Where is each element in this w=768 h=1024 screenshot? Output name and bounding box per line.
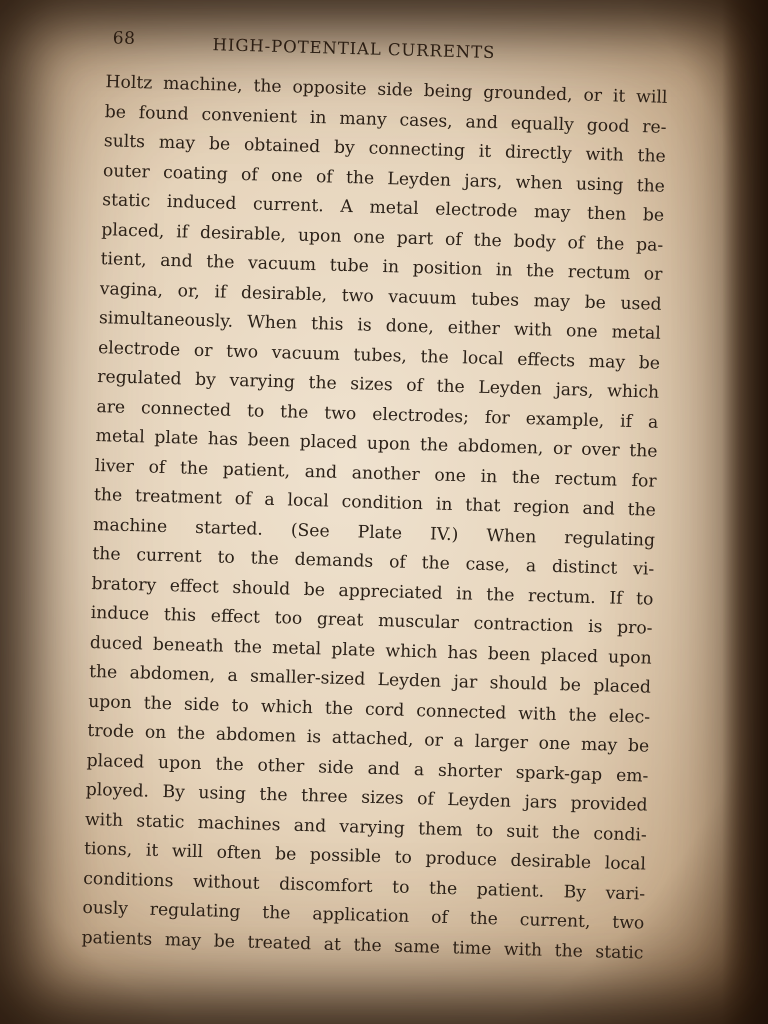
text-line: simultaneously. When this is done, either with one metal: [98, 308, 662, 344]
text-line: patients may be treated at the same time with the static: [81, 927, 644, 964]
text-line: with static machines and varying them to suit the condi-: [84, 809, 648, 846]
text-line: upon the side to which the cord connected with the elec-: [87, 691, 651, 728]
text-line: liver of the patient, and another one in the rectum for: [94, 455, 657, 492]
running-title: HIGH-POTENTIAL CURRENTS: [212, 35, 496, 63]
text-line: conditions without discomfort to the patient. By vari-: [83, 868, 646, 905]
text-line: the abdomen, a smaller-sized Leyden jar should be placed: [88, 661, 652, 698]
text-line: tions, it will often be possible to produce desirable local: [83, 838, 647, 875]
text-line: be found convenient in many cases, and equally good re-: [104, 101, 667, 138]
text-line: the treatment of a local condition in that region and the: [93, 485, 657, 521]
body-text: [81, 68, 667, 968]
page-number: 68: [112, 28, 136, 49]
text-line: tient, and the vacuum tube in position in the rectum or: [100, 249, 663, 285]
text-line: the current to the demands of the case, a distinct vi-: [92, 543, 655, 580]
text-line: vagina, or, if desirable, two vacuum tubes may be used: [99, 278, 662, 315]
text-line: Holtz machine, the opposite side being grounded, or it will: [105, 72, 668, 108]
text-line: machine started. (See Plate IV.) When regulating: [92, 514, 656, 551]
text-line: sults may be obtained by connecting it directly with the: [103, 131, 666, 167]
text-line: induce this effect too great muscular contraction is pro-: [90, 602, 653, 639]
page-header: [112, 28, 673, 74]
text-line: bratory effect should be appreciated in the rectum. If to: [91, 573, 654, 610]
text-line: trode on the abdomen is attached, or a larger one may be: [87, 720, 650, 757]
text-line: ously regulating the application of the current, two: [82, 897, 645, 934]
text-line: electrode or two vacuum tubes, the local effects may be: [97, 337, 661, 374]
text-line: regulated by varying the sizes of the Leyden jars, which: [97, 367, 660, 403]
text-line: duced beneath the metal plate which has been placed upon: [89, 632, 652, 669]
text-line: are connected to the two electrodes; for example, if a: [96, 396, 659, 433]
text-line: outer coating of one of the Leyden jars, when using the: [102, 160, 666, 197]
text-line: placed upon the other side and a shorter spark-gap em-: [86, 750, 649, 787]
text-line: static induced current. A metal electrode may then be: [101, 190, 665, 226]
text-line: ployed. By using the three sizes of Leyden jars provided: [85, 779, 648, 816]
text-line: metal plate has been placed upon the abdomen, or over the: [95, 426, 658, 462]
text-line: placed, if desirable, upon one part of the body of the pa-: [101, 219, 664, 256]
